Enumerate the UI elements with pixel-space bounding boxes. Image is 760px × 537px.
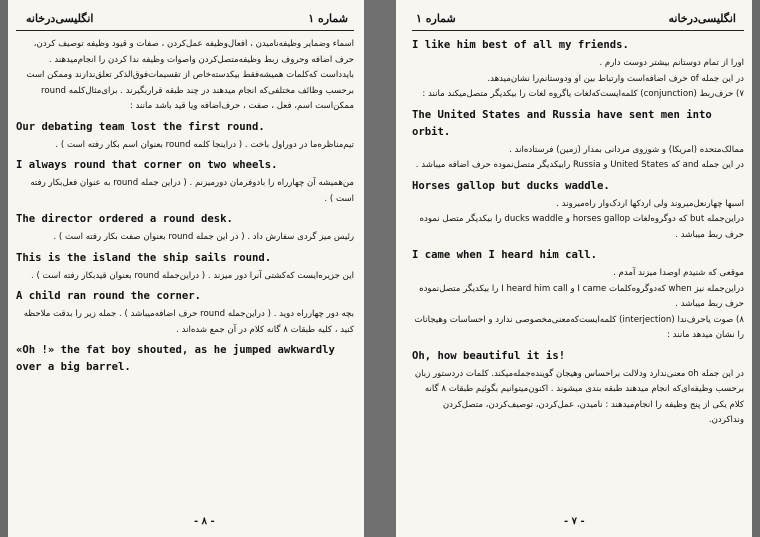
- page-body: [412, 37, 744, 429]
- english-example-sentence: Our debating team lost the first round.: [16, 120, 265, 133]
- page-number: - ۸ -: [194, 516, 215, 527]
- persian-paragraph: موقعی که شنیدم اوصدا میزند آمدم .: [613, 268, 744, 278]
- persian-paragraph: دراین‌جمله نیز when که‌دوگروه‌کلمات I came و I heard him call را بیکدیگر متصل‌نموده حرف ربط میباشد .: [419, 283, 744, 309]
- persian-paragraph: رئیس میز گردی سفارش داد . ( در این جمله round بعنوان صفت بکار رفته است ) .: [53, 232, 354, 242]
- english-example-sentence: A child ran round the corner.: [16, 290, 201, 302]
- page-header: [16, 6, 354, 31]
- right-page: [396, 0, 752, 537]
- persian-paragraph: من‌همیشه آن چهارراه را بادوفرمان دورمیزنم . ( دراین جمله round به عنوان فعل‌بکار رفته است ) .: [30, 178, 354, 204]
- english-example-sentence: «Oh !» the fat boy shouted, as he jumped awkwardly over a big barrel.: [16, 344, 335, 373]
- persian-paragraph: در این جمله oh معنی‌ندارد ودلالت براحساس وهیجان گوینده‌جمله‌میکند. کلمات دردستور زبان برحسب وظیفه‌ای‌که انجام میدهند طبقه بندی میشوند . اکنون‌میتوانیم بگوئیم طبقات ۸ گانه کلام یکی از پنج وظیفه را انجام‌میدهند : نامیدن، عمل‌کردن، توصیف‌کردن، متصل‌کردن وندا‌کردن.: [414, 368, 744, 425]
- persian-paragraph: ۷) حرف‌ربط (conjunction) کلمه‌ایست‌که‌لغات یاگروه لغات را بیکدیگر متصل‌میکند مانند :: [422, 89, 744, 99]
- book-gutter: [364, 0, 396, 537]
- page-header: [412, 6, 744, 31]
- persian-paragraph: تیم‌مناظره‌ما در دوراول باخت . ( دراینجا کلمه round بعنوان اسم بکار رفته است ) .: [55, 139, 354, 150]
- english-example-sentence: The United States and Russia have sent men into orbit.: [412, 108, 712, 138]
- english-example-sentence: This is the island the ship sails round.: [16, 251, 272, 264]
- persian-paragraph: این جزیره‌ایست که‌کشتی آنرا دور میزند . ( دراین‌جمله round بعنوان قیدبکار رفته است ) .: [31, 270, 354, 281]
- issue-number: شماره ۱: [416, 12, 456, 25]
- running-title: انگلیسی‌درخانه: [26, 12, 94, 25]
- issue-number: شماره ۱: [308, 12, 348, 25]
- english-example-sentence: I like him best of all my friends.: [412, 39, 629, 51]
- persian-paragraph: اسبها چهارنعل‌میروند ولی اردکها اردک‌وار راه‌میروند .: [556, 198, 744, 209]
- english-example-sentence: I came when I heard him call.: [412, 249, 597, 261]
- english-example-sentence: I always round that corner on two wheels.: [16, 159, 278, 171]
- page-body: [16, 37, 354, 376]
- left-page: [8, 0, 364, 537]
- running-title: انگلیسی‌درخانه: [668, 12, 736, 25]
- persian-paragraph: دراین‌جمله but که دوگروه‌لغات horses gallop و ducks waddle را بیکدیگر متصل نموده حرف ربط میباشد .: [419, 214, 744, 240]
- persian-paragraph: اسماء وضمایر وظیفه‌نامیدن ، افعال‌وظیفه عمل‌کردن ، صفات و قیود وظیفه توصیف کردن، حرف اضافه وحروف ربط وظیفه‌متصل‌کردن واصوات وظیفه ندا کردن را انجام‌میدهند .: [33, 39, 354, 65]
- english-example-sentence: Horses gallop but ducks waddle.: [412, 179, 610, 192]
- english-example-sentence: Oh, how beautiful it is!: [412, 349, 566, 362]
- persian-paragraph: ۸) صوت یاحرف‌ندا (interjection) کلمه‌ایست‌که‌معنی‌مخصوصی ندارد و احساسات وهیجانات را نشان میدهد مانند :: [414, 314, 744, 340]
- page-number: - ۷ -: [564, 516, 585, 527]
- persian-paragraph: ممالک‌متحده (امریکا) و شوروی مردانی بمدار (زمین) فرستاده‌اند .: [509, 144, 744, 155]
- english-example-sentence: The director ordered a round desk.: [16, 213, 233, 225]
- persian-paragraph: بایدداست که‌کلمات همیشه‌فقط بیکدسته‌خاص از تقسیمات‌فوق‌الذکر تعلق‌ندارند وممکن است برحسب وظائف مختلفی‌که انجام میدهند در چند طبقه قراربگیرند . برای‌مثال‌کلمه round ممکن‌است اسم، فعل ، صفت ، حرف‌اضافه ویا قید باشد مانند :: [26, 70, 354, 111]
- persian-paragraph: در این جمله of حرف اضافه‌است وارتباط بین او ودوستانم‌را نشان‌میدهد.: [487, 73, 744, 84]
- persian-paragraph: در این جمله and که United States و Russia رابیکدیگر متصل‌نموده حرف اضافه میباشد .: [415, 160, 744, 170]
- persian-paragraph: بچه دور چهارراه دوید . ( دراین‌جمله round حرف اضافه‌میباشد ) . جمله زیر را بدقت ملاحظه کنید ، کلیه طبقات ۸ گانه کلام در آن جمع شده‌اند .: [23, 309, 354, 335]
- persian-paragraph: اورا از تمام دوستانم بیشتر دوست دارم .: [599, 58, 744, 68]
